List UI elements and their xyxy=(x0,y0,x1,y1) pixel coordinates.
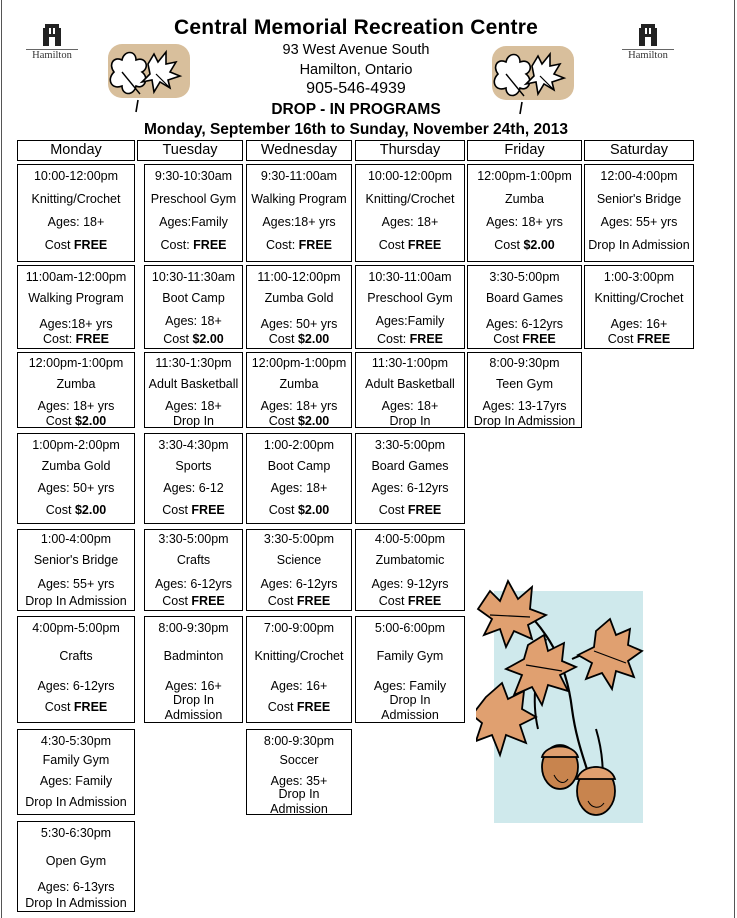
program-name: Adult Basketball xyxy=(365,377,455,391)
program-time: 11:00-12:00pm xyxy=(257,270,341,284)
program-name: Badminton xyxy=(163,649,224,663)
program-cost: Cost $2.00 xyxy=(268,414,330,428)
program-time: 8:00-9:30pm xyxy=(158,621,229,635)
program-cost: Cost FREE xyxy=(378,238,442,252)
program-time: 1:00pm-2:00pm xyxy=(32,438,120,452)
program-time: 3:30-5:00pm xyxy=(263,532,335,546)
program-cost: Cost FREE xyxy=(493,332,556,346)
program-drop-in: Drop In Admission xyxy=(473,414,576,428)
program-cell-tuesday-3 xyxy=(144,352,243,428)
program-ages: Ages:Family xyxy=(375,314,445,328)
program-name: Board Games xyxy=(485,291,564,305)
program-cost: Cost FREE xyxy=(378,503,442,517)
program-cell-saturday-2 xyxy=(584,265,694,349)
program-cost: Cost FREE xyxy=(267,594,331,608)
program-ages: Ages:18+ yrs xyxy=(39,317,113,331)
program-cell-wednesday-2 xyxy=(246,265,352,349)
program-cell-thursday-6 xyxy=(355,616,465,723)
program-name: Preschool Gym xyxy=(150,192,237,206)
program-time: 11:00am-12:00pm xyxy=(25,270,127,284)
program-name: Boot Camp xyxy=(267,459,331,473)
day-header-tuesday: Tuesday xyxy=(137,140,243,161)
program-time: 9:30-11:00am xyxy=(260,169,338,183)
program-name: Zumba xyxy=(56,377,96,391)
program-admission: Admission xyxy=(270,802,328,816)
program-cost: Cost: FREE xyxy=(160,238,227,252)
program-cell-monday-2 xyxy=(17,265,135,349)
program-cell-wednesday-6 xyxy=(246,616,352,723)
phone-number: 905-546-4939 xyxy=(306,80,406,97)
program-cost: Cost FREE xyxy=(607,332,671,346)
program-ages: Ages: 55+ yrs xyxy=(37,577,115,591)
program-ages: Ages: Family xyxy=(39,774,113,788)
program-ages: Ages: Family xyxy=(373,679,447,693)
program-cost: Cost $2.00 xyxy=(45,414,107,428)
program-cost: Cost: FREE xyxy=(43,332,109,346)
program-name: Zumbatomic xyxy=(375,553,445,567)
program-ages: Ages: 18+ xyxy=(165,399,222,413)
program-cost: Cost FREE xyxy=(44,700,108,714)
day-header-monday: Monday xyxy=(17,140,135,161)
program-name: Knitting/Crochet xyxy=(254,649,344,663)
program-time: 7:00-9:00pm xyxy=(263,621,335,635)
program-cell-monday-1 xyxy=(17,164,135,262)
program-ages: Ages: 18+ yrs xyxy=(37,399,115,413)
program-name: Walking Program xyxy=(251,192,347,206)
program-cell-thursday-1 xyxy=(355,164,465,262)
day-header-friday: Friday xyxy=(467,140,582,161)
program-name: Science xyxy=(276,553,322,567)
program-cell-monday-7 xyxy=(17,729,135,815)
program-cell-monday-3 xyxy=(17,352,135,428)
program-time: 10:00-12:00pm xyxy=(33,169,119,183)
program-name: Preschool Gym xyxy=(367,291,453,305)
program-ages: Ages: 55+ yrs xyxy=(600,215,678,229)
program-time: 10:30-11:00am xyxy=(368,270,452,284)
day-header-wednesday: Wednesday xyxy=(246,140,352,161)
program-name: Teen Gym xyxy=(496,377,553,391)
program-name: Soccer xyxy=(279,753,319,767)
program-cost: Cost FREE xyxy=(267,700,331,714)
program-time: 1:00-4:00pm xyxy=(40,532,112,546)
program-ages: Ages: 18+ yrs xyxy=(260,399,338,413)
program-ages: Ages:Family xyxy=(159,215,228,229)
program-time: 10:00-12:00pm xyxy=(367,169,453,183)
program-time: 10:30-11:30am xyxy=(151,270,236,284)
program-ages: Ages: 6-12 xyxy=(163,481,224,495)
program-cost: Cost FREE xyxy=(162,503,225,517)
program-ages: Ages:18+ yrs xyxy=(262,215,336,229)
program-time: 12:00-4:00pm xyxy=(600,169,678,183)
program-admission: Admission xyxy=(381,708,439,722)
program-cost: Cost: FREE xyxy=(377,332,443,346)
program-cost: Cost $2.00 xyxy=(45,503,107,517)
program-cell-thursday-3 xyxy=(355,352,465,428)
program-time: 3:30-5:00pm xyxy=(158,532,229,546)
program-cell-monday-8 xyxy=(17,821,135,912)
address-street: 93 West Avenue South xyxy=(282,42,430,58)
program-time: 9:30-10:30am xyxy=(154,169,233,183)
logo-label: Hamilton xyxy=(26,49,78,61)
program-ages: Ages: 50+ yrs xyxy=(37,481,115,495)
date-range-heading: Monday, September 16th to Sunday, November 24th, 2013 xyxy=(143,121,569,138)
program-ages: Ages: 16+ xyxy=(165,679,222,693)
program-ages: Ages: 16+ xyxy=(270,679,328,693)
day-header-saturday: Saturday xyxy=(584,140,694,161)
program-admission: Admission xyxy=(164,708,223,722)
program-cell-friday-1 xyxy=(467,164,582,262)
program-ages: Ages: 18+ xyxy=(47,215,105,229)
program-time: 11:30-1:00pm xyxy=(371,356,449,370)
program-name: Family Gym xyxy=(42,753,110,767)
program-name: Adult Basketball xyxy=(148,377,239,391)
program-time: 5:30-6:30pm xyxy=(40,826,112,840)
program-cell-tuesday-2 xyxy=(144,265,243,349)
program-name: Walking Program xyxy=(28,291,124,305)
program-time: 8:00-9:30pm xyxy=(489,356,560,370)
program-cost: Cost $2.00 xyxy=(268,332,330,346)
program-time: 12:00pm-1:00pm xyxy=(28,356,124,370)
program-time: 3:30-5:00pm xyxy=(374,438,446,452)
program-cell-tuesday-1 xyxy=(144,164,243,262)
program-cell-wednesday-3 xyxy=(246,352,352,428)
program-time: 1:00-3:00pm xyxy=(603,270,675,284)
program-type-heading: DROP - IN PROGRAMS xyxy=(271,101,441,118)
program-time: 4:00-5:00pm xyxy=(374,532,446,546)
program-drop-in: Drop In xyxy=(389,414,431,428)
logo-label: Hamilton xyxy=(622,49,674,61)
program-cell-tuesday-6 xyxy=(144,616,243,723)
program-ages: Ages: 13-17yrs xyxy=(482,399,567,413)
program-ages: Ages: 6-12yrs xyxy=(37,679,115,693)
address-city: Hamilton, Ontario xyxy=(299,62,413,78)
program-name: Zumba Gold xyxy=(264,291,334,305)
program-cell-friday-2 xyxy=(467,265,582,349)
program-name: Crafts xyxy=(59,649,93,663)
program-cost: Cost $2.00 xyxy=(163,332,224,346)
program-cell-tuesday-4 xyxy=(144,433,243,524)
program-name: Senior's Bridge xyxy=(33,553,119,567)
program-ages: Ages: 50+ yrs xyxy=(260,317,338,331)
program-time: 4:30-5:30pm xyxy=(40,734,112,748)
program-cost: Cost: FREE xyxy=(266,238,332,252)
program-time: 1:00-2:00pm xyxy=(263,438,335,452)
day-header-thursday: Thursday xyxy=(355,140,465,161)
program-drop-in: Drop In xyxy=(278,787,320,801)
program-ages: Ages: 6-12yrs xyxy=(260,577,338,591)
program-ages: Ages: 9-12yrs xyxy=(371,577,449,591)
program-time: 11:30-1:30pm xyxy=(155,356,232,370)
program-name: Senior's Bridge xyxy=(596,192,682,206)
page-border-right xyxy=(734,0,735,918)
program-cost: Cost FREE xyxy=(378,594,442,608)
program-drop-in: Drop In xyxy=(173,693,214,707)
program-ages: Ages: 6-12yrs xyxy=(485,317,564,331)
program-time: 3:30-5:00pm xyxy=(489,270,560,284)
program-cost: Cost $2.00 xyxy=(494,238,555,252)
program-cell-friday-3 xyxy=(467,352,582,428)
program-name: Boot Camp xyxy=(162,291,225,305)
program-ages: Ages: 18+ xyxy=(381,399,439,413)
program-name: Sports xyxy=(175,459,212,473)
program-cell-thursday-4 xyxy=(355,433,465,524)
program-cell-saturday-1 xyxy=(584,164,694,262)
program-cell-wednesday-7 xyxy=(246,729,352,815)
program-name: Board Games xyxy=(371,459,449,473)
program-ages: Ages: 6-13yrs xyxy=(37,880,115,894)
program-cell-thursday-5 xyxy=(355,529,465,611)
program-name: Open Gym xyxy=(45,854,107,868)
program-drop-in: Drop In Admission xyxy=(25,594,127,608)
program-cell-wednesday-4 xyxy=(246,433,352,524)
program-time: 3:30-4:30pm xyxy=(158,438,229,452)
program-name: Knitting/Crochet xyxy=(31,192,121,206)
program-ages: Ages: 6-12yrs xyxy=(154,577,233,591)
program-time: 5:00-6:00pm xyxy=(374,621,446,635)
program-name: Zumba Gold xyxy=(41,459,111,473)
program-name: Zumba xyxy=(505,192,544,206)
program-drop-in: Drop In Admission xyxy=(588,238,690,252)
program-name: Family Gym xyxy=(376,649,444,663)
program-ages: Ages: 18+ yrs xyxy=(486,215,563,229)
program-drop-in: Drop In Admission xyxy=(25,795,127,809)
page-title: Central Memorial Recreation Centre xyxy=(174,16,538,39)
program-ages: Ages: 18+ xyxy=(165,314,222,328)
program-name: Crafts xyxy=(176,553,211,567)
program-time: 12:00pm-1:00pm xyxy=(251,356,347,370)
program-drop-in: Drop In xyxy=(389,693,431,707)
program-name: Knitting/Crochet xyxy=(365,192,455,206)
program-ages: Ages: 35+ xyxy=(270,774,328,788)
program-time: 12:00pm-1:00pm xyxy=(477,169,572,183)
program-cost: Cost FREE xyxy=(44,238,108,252)
program-cell-tuesday-5 xyxy=(144,529,243,611)
program-time: 4:00pm-5:00pm xyxy=(32,621,120,635)
program-name: Knitting/Crochet xyxy=(594,291,684,305)
program-ages: Ages: 6-12yrs xyxy=(371,481,449,495)
program-cell-thursday-2 xyxy=(355,265,465,349)
program-cost: Cost $2.00 xyxy=(268,503,330,517)
program-cell-wednesday-5 xyxy=(246,529,352,611)
program-ages: Ages: 18+ xyxy=(270,481,328,495)
program-drop-in: Drop In xyxy=(173,414,214,428)
fall-leaves-acorns-icon xyxy=(476,579,646,825)
program-cell-monday-5 xyxy=(17,529,135,611)
program-cell-wednesday-1 xyxy=(246,164,352,262)
program-time: 8:00-9:30pm xyxy=(263,734,335,748)
program-ages: Ages: 16+ xyxy=(610,317,668,331)
program-cost: Cost FREE xyxy=(162,594,225,608)
program-cell-monday-6 xyxy=(17,616,135,723)
program-name: Zumba xyxy=(279,377,319,391)
program-ages: Ages: 18+ xyxy=(381,215,439,229)
program-cell-monday-4 xyxy=(17,433,135,524)
program-drop-in: Drop In Admission xyxy=(25,896,127,910)
